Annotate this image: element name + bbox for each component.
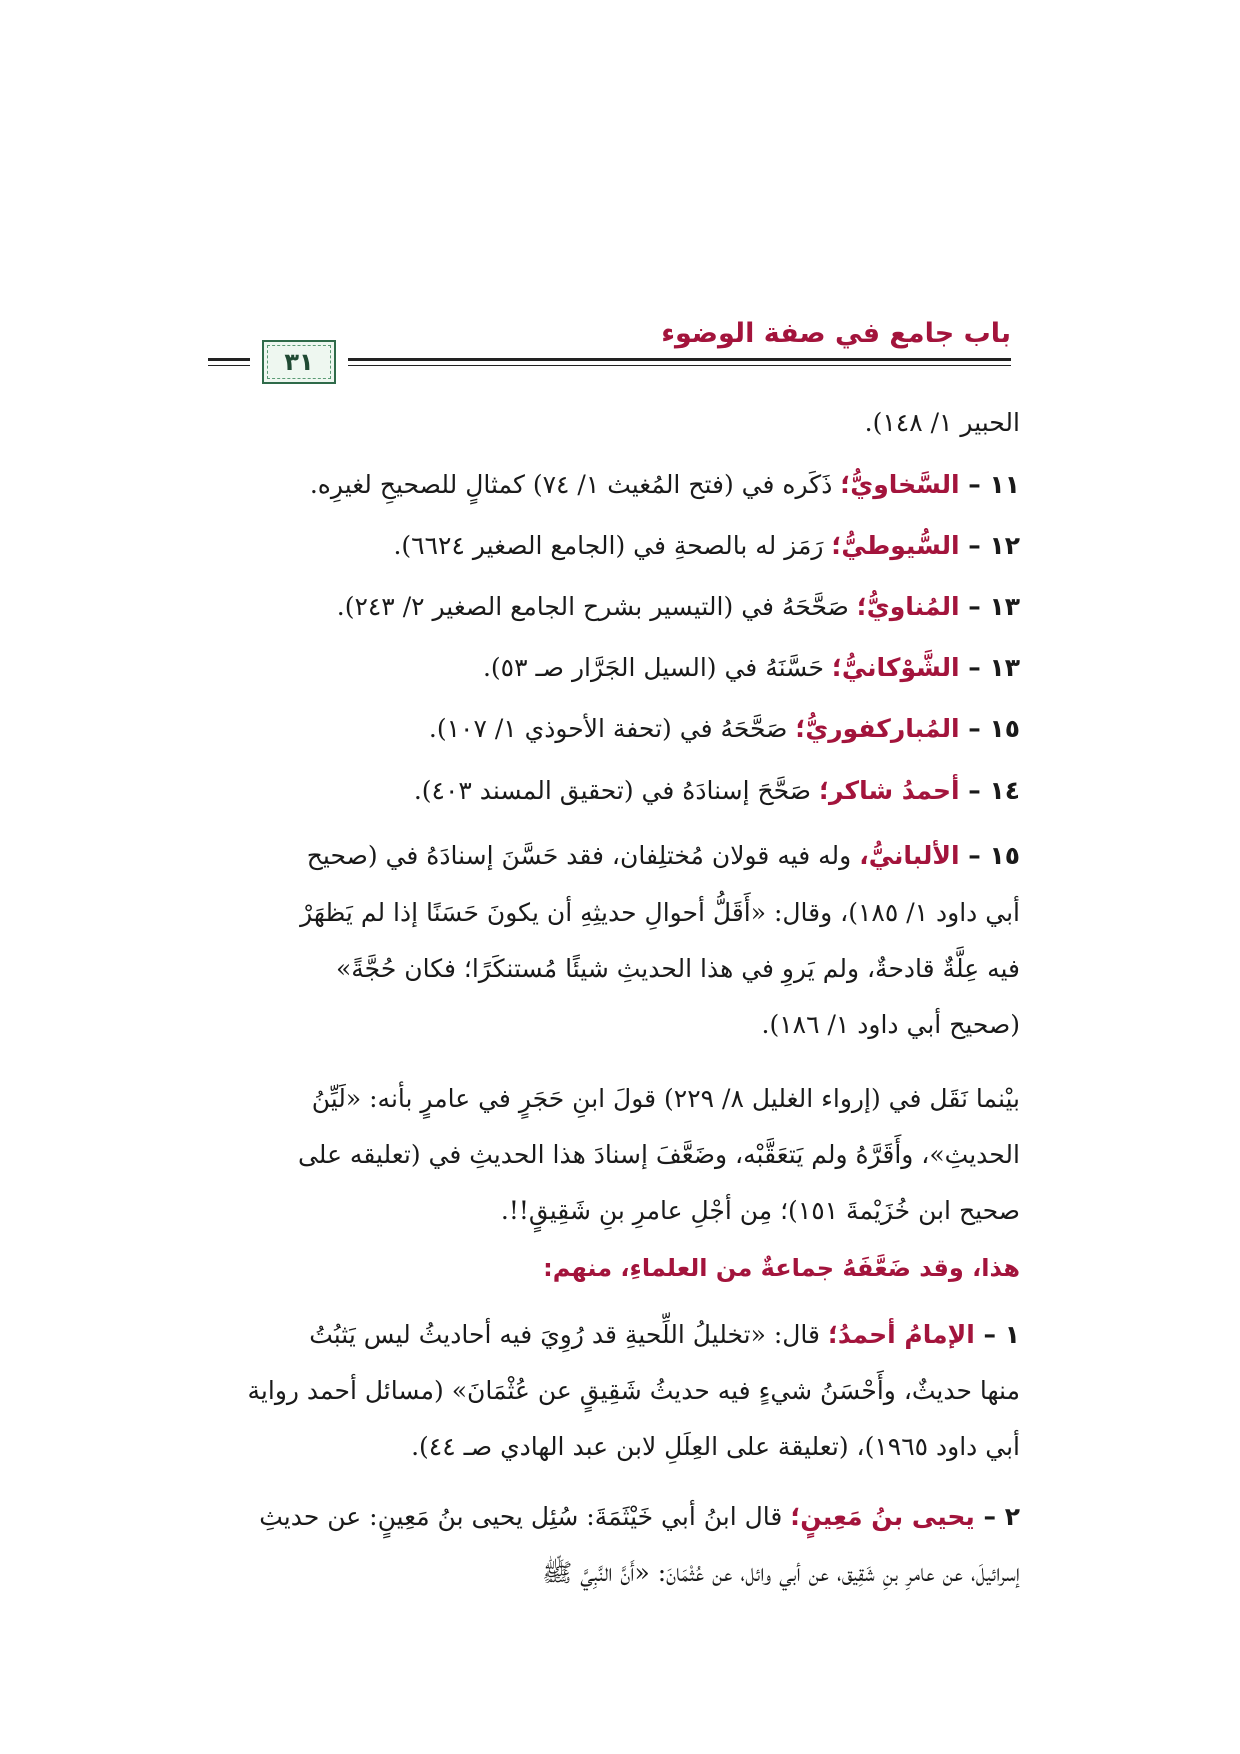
- item-text: ذَكَره في (فتح المُغيث ١/ ٧٤) كمثالٍ للصحيحِ لغيرِه.: [309, 470, 841, 499]
- scholar-name: أحمدُ شاكر؛: [818, 776, 960, 805]
- scholar-item: [310, 472, 1020, 497]
- text-line: [411, 1434, 1020, 1459]
- item-number: ١٢ –: [959, 531, 1020, 560]
- item-text: قال ابنُ أبي خَيْثَمَةَ: سُئِل يحيى بنُ مَعِينٍ: عن حديثِ: [259, 1502, 791, 1531]
- scholar-name: المُباركفوريُّ؛: [795, 714, 960, 743]
- scholar-item: [414, 778, 1020, 803]
- line-text: إسرائيلَ، عن عامرِ بنِ شَقِيق، عن أبي وائل، عن عُثْمَانَ: «أَنَّ النَّبِيَّ ﷺ: [542, 1558, 1020, 1587]
- scholar-item: [337, 594, 1020, 619]
- scholar-name: يحيى بنُ مَعِينٍ؛: [790, 1502, 975, 1531]
- item-text: صَحَّحَ إسنادَهُ في (تحقيق المسند ٤٠٣).: [413, 776, 819, 805]
- text-line: [542, 1560, 1020, 1585]
- page-number-badge: [262, 340, 336, 384]
- item-number: ١٤ –: [959, 776, 1020, 805]
- text-line: [298, 1142, 1020, 1167]
- item-text: حَسَّنَهُ في (السيل الجَرَّار صـ ٥٣).: [482, 653, 832, 682]
- item-number: ١٥ –: [959, 714, 1020, 743]
- text-line: [248, 1378, 1020, 1403]
- item-number: ١٥ –: [959, 841, 1020, 870]
- scholar-name: السُّيوطيُّ؛: [831, 531, 960, 560]
- line-text: منها حديثٌ، وأَحْسَنُ شيءٍ فيه حديثُ شَقِيقٍ عن عُثْمَانَ» (مسائل أحمد رواية: [247, 1376, 1020, 1405]
- text-line: [300, 900, 1020, 925]
- scholar-name: الشَّوْكانيُّ؛: [831, 653, 960, 682]
- item-text: صَحَّحَهُ في (التيسير بشرح الجامع الصغير ٢/ ٢٤٣).: [336, 592, 857, 621]
- scholar-item: [429, 716, 1020, 741]
- section-heading: [543, 1256, 1020, 1280]
- text-line: [501, 1198, 1020, 1223]
- scholar-item: [307, 843, 1020, 868]
- header-rule: [348, 358, 1011, 361]
- text-line: [312, 1086, 1020, 1111]
- text-line: [762, 1012, 1020, 1037]
- page-number: ٣١: [284, 348, 314, 376]
- scholar-name: الإمامُ أحمدُ؛: [827, 1320, 975, 1349]
- line-text: الحبير ١/ ١٤٨).: [864, 408, 1020, 437]
- chapter-title: باب جامع في صفة الوضوء: [661, 318, 1011, 349]
- scholar-item: [309, 1322, 1020, 1347]
- line-text: الحديثِ»، وأَقَرَّهُ ولم يَتعَقَّبْه، وضَعَّفَ إسنادَ هذا الحديثِ في (تعليقه على: [297, 1140, 1020, 1169]
- header-rule-left-thin: [208, 365, 250, 366]
- text-line: [865, 410, 1020, 435]
- item-text: صَحَّحَهُ في (تحفة الأحوذي ١/ ١٠٧).: [428, 714, 796, 743]
- line-text: بيْنما نَقَل في (إرواء الغليل ٨/ ٢٢٩) قولَ ابنِ حَجَرٍ في عامرٍ بأنه: «لَيِّنُ: [311, 1084, 1020, 1113]
- scholar-name: السَّخاويُّ؛: [840, 470, 960, 499]
- item-text: وله فيه قولان مُختلِفان، فقد حَسَّنَ إسنادَهُ في (صحيح: [306, 841, 860, 870]
- header-rule-thin: [348, 365, 1011, 366]
- item-number: ١ –: [974, 1320, 1020, 1349]
- line-text: فيه عِلَّةٌ قادحةٌ، ولم يَروِ في هذا الحديثِ شيئًا مُستنكَرًا؛ فكان حُجَّةً»: [335, 954, 1020, 983]
- header-rule-left: [208, 358, 250, 361]
- scholar-item: [393, 533, 1020, 558]
- line-text: أبي داود ١/ ١٨٥)، وقال: «أَقَلُّ أحوالِ حديثِهِ أن يكونَ حَسَنًا إذا لم يَظهَرْ: [300, 898, 1020, 927]
- page-header: [208, 318, 1011, 388]
- item-number: ٢ –: [974, 1502, 1020, 1531]
- line-text: (صحيح أبي داود ١/ ١٨٦).: [761, 1010, 1020, 1039]
- scholar-name: المُناويُّ؛: [856, 592, 960, 621]
- line-text: أبي داود ١٩٦٥)، (تعليقة على العِلَلِ لابن عبد الهادي صـ ٤٤).: [411, 1432, 1020, 1461]
- text-line: [336, 956, 1020, 981]
- item-number: ١٣ –: [959, 592, 1020, 621]
- item-number: ١١ –: [959, 470, 1020, 499]
- scholar-item: [259, 1504, 1020, 1529]
- scholar-item: [483, 655, 1020, 680]
- heading-text: هذا، وقد ضَعَّفَهُ جماعةٌ من العلماءِ، منهم:: [543, 1254, 1020, 1282]
- item-text: رَمَز له بالصحةِ في (الجامع الصغير ٦٦٢٤).: [393, 531, 832, 560]
- line-text: صحيح ابن خُزَيْمةَ ١٥١)؛ مِن أجْلِ عامرِ بنِ شَقِيقٍ!!.: [500, 1196, 1020, 1225]
- scholar-name: الألبانيُّ،: [859, 841, 960, 870]
- item-number: ١٣ –: [959, 653, 1020, 682]
- item-text: قال: «تخليلُ اللِّحيةِ قد رُوِيَ فيه أحاديثُ ليس يَثبُتُ: [309, 1320, 828, 1349]
